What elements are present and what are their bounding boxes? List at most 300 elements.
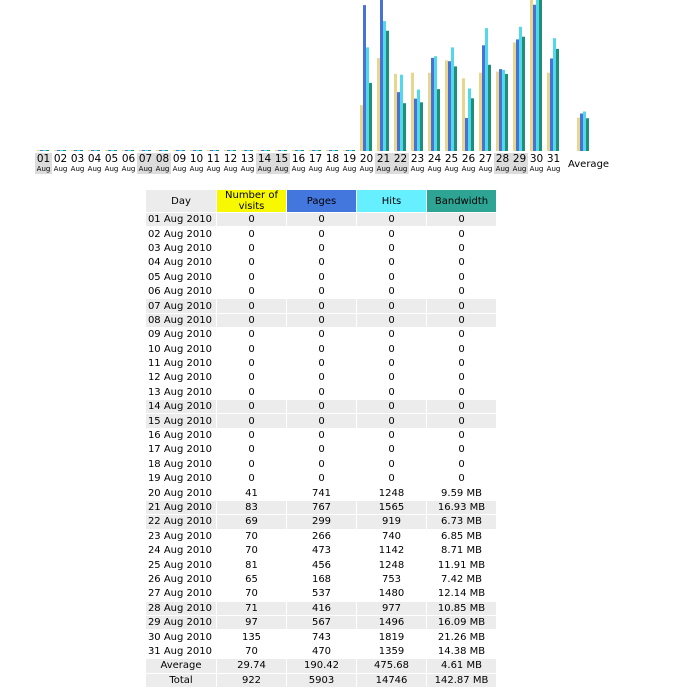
day-number: 17 — [308, 153, 323, 165]
day-26-pages-bar — [465, 118, 468, 151]
cell-bandwidth: 0 — [427, 414, 496, 427]
day-17-bandwidth-bar — [318, 150, 321, 151]
day-number: 25 — [444, 153, 459, 165]
day-30-pages-bar — [533, 5, 536, 151]
average-row — [146, 659, 496, 672]
day-29-hits-bar — [519, 27, 522, 151]
day-05-hits-bar — [111, 150, 114, 151]
cell-visits: 0 — [217, 414, 286, 427]
day-09-hits-bar — [179, 150, 182, 151]
cell-day: 30 Aug 2010 — [147, 631, 212, 643]
cell-visits: 0 — [248, 430, 255, 442]
day-08-pages-bar — [159, 150, 162, 151]
day-13-pages-bar — [244, 150, 247, 151]
table-row — [146, 602, 496, 615]
day-17-pages-bar — [312, 150, 315, 151]
cell-day: 25 Aug 2010 — [147, 559, 212, 571]
day-30-hits-bar — [536, 0, 539, 151]
day-label-02 — [52, 153, 69, 174]
cell-visits: 0 — [248, 257, 255, 269]
day-label-05 — [103, 153, 120, 174]
chart-bars — [0, 0, 697, 152]
table-row — [146, 299, 496, 312]
cell-hits: 0 — [357, 400, 426, 413]
day-month: Aug — [427, 165, 442, 173]
day-label-08 — [154, 153, 171, 174]
day-label-04 — [86, 153, 103, 174]
cell-bandwidth: 10.85 MB — [427, 602, 496, 615]
day-number: 23 — [410, 153, 425, 165]
day-05-bandwidth-bar — [114, 150, 117, 151]
day-label-01 — [35, 153, 52, 174]
day-05-visits-bar — [105, 150, 108, 151]
day-18-bandwidth-bar — [335, 150, 338, 151]
day-number: 16 — [291, 153, 306, 165]
cell-day: 31 Aug 2010 — [147, 645, 212, 657]
day-27-pages-bar — [482, 45, 485, 151]
day-month: Aug — [274, 165, 289, 173]
day-06-visits-bar — [122, 150, 125, 151]
cell-pages: 0 — [287, 299, 356, 312]
day-06-pages-bar — [125, 150, 128, 151]
cell-hits: 977 — [357, 602, 426, 615]
cell-day: 10 Aug 2010 — [147, 343, 212, 355]
cell-hits: 0 — [388, 386, 395, 398]
day-month: Aug — [342, 165, 357, 173]
day-03-pages-bar — [74, 150, 77, 151]
table-row — [146, 630, 496, 643]
day-28-pages-bar — [499, 69, 502, 151]
cell-pages: 0 — [318, 286, 325, 298]
cell-day: 07 Aug 2010 — [146, 299, 216, 312]
chart-average-label: Average — [568, 159, 610, 170]
day-month: Aug — [53, 165, 68, 173]
cell-pages: 0 — [318, 372, 325, 384]
cell-pages: 0 — [287, 400, 356, 413]
cell-pages: 0 — [318, 358, 325, 370]
day-number: 04 — [87, 153, 102, 165]
cell-visits: 0 — [248, 372, 255, 384]
cell-day: 06 Aug 2010 — [147, 286, 212, 298]
day-07-hits-bar — [145, 150, 148, 151]
day-label-14 — [256, 153, 273, 174]
cell-visits: 83 — [217, 501, 286, 514]
cell-hits: 0 — [388, 286, 395, 298]
cell-pages: 0 — [318, 343, 325, 355]
cell-hits: 1819 — [378, 631, 405, 643]
day-number: 24 — [427, 153, 442, 165]
cell-visits: 0 — [248, 228, 255, 240]
day-month: Aug — [410, 165, 425, 173]
day-21-bandwidth-bar — [386, 31, 389, 151]
cell-visits: 81 — [245, 559, 258, 571]
cell-day: 02 Aug 2010 — [147, 228, 212, 240]
day-label-27 — [477, 153, 494, 174]
cell-hits: 0 — [388, 228, 395, 240]
cell-bandwidth: 0 — [458, 257, 465, 269]
day-01-visits-bar — [37, 150, 40, 151]
day-31-bandwidth-bar — [556, 49, 559, 151]
cell-bandwidth: 0 — [427, 314, 496, 327]
day-22-hits-bar — [400, 75, 403, 151]
cell-bandwidth: 0 — [458, 329, 465, 341]
day-month: Aug — [444, 165, 459, 173]
day-month: Aug — [138, 165, 153, 173]
day-03-bandwidth-bar — [80, 150, 83, 151]
table-row — [146, 616, 496, 629]
day-month: Aug — [189, 165, 204, 173]
cell-pages: 168 — [311, 573, 332, 585]
cell-visits: 0 — [217, 213, 286, 226]
cell-bandwidth: 0 — [458, 473, 465, 485]
cell-pages: 767 — [287, 501, 356, 514]
day-23-bandwidth-bar — [420, 102, 423, 151]
cell-day: 27 Aug 2010 — [147, 588, 212, 600]
day-02-pages-bar — [57, 150, 60, 151]
cell-bandwidth: 0 — [458, 358, 465, 370]
total-bandwidth: 142.87 MB — [427, 674, 496, 687]
cell-day: 14 Aug 2010 — [146, 400, 216, 413]
day-label-21 — [375, 153, 392, 174]
day-18-pages-bar — [329, 150, 332, 151]
cell-hits: 919 — [357, 515, 426, 528]
table-row — [146, 443, 496, 456]
day-26-bandwidth-bar — [471, 98, 474, 151]
day-number: 09 — [172, 153, 187, 165]
table-row — [146, 458, 496, 471]
average-visits-bar — [577, 118, 580, 151]
table-row — [146, 472, 496, 485]
cell-day: 22 Aug 2010 — [146, 515, 216, 528]
cell-pages: 299 — [287, 515, 356, 528]
cell-bandwidth: 0 — [458, 242, 465, 254]
cell-pages: 0 — [318, 473, 325, 485]
day-21-visits-bar — [377, 58, 380, 151]
cell-hits: 1496 — [357, 616, 426, 629]
cell-visits: 0 — [217, 400, 286, 413]
day-27-hits-bar — [485, 28, 488, 151]
day-25-bandwidth-bar — [454, 66, 457, 151]
day-24-pages-bar — [431, 58, 434, 151]
header-visits: Number of visits — [217, 190, 286, 212]
cell-bandwidth: 21.26 MB — [437, 631, 486, 643]
day-21-pages-bar — [380, 0, 383, 151]
cell-hits: 0 — [357, 414, 426, 427]
day-number: 21 — [376, 153, 391, 165]
cell-visits: 70 — [245, 645, 258, 657]
cell-visits: 0 — [248, 444, 255, 456]
day-18-hits-bar — [332, 150, 335, 151]
average-label: Average — [146, 659, 216, 672]
day-label-19 — [341, 153, 358, 174]
table-row — [146, 386, 496, 399]
cell-day: 23 Aug 2010 — [147, 530, 212, 542]
day-31-hits-bar — [553, 38, 556, 151]
day-label-25 — [443, 153, 460, 174]
cell-bandwidth: 6.73 MB — [427, 515, 496, 528]
table-row — [146, 371, 496, 384]
day-22-visits-bar — [394, 74, 397, 151]
day-month: Aug — [172, 165, 187, 173]
table-row — [146, 558, 496, 571]
cell-day: 12 Aug 2010 — [147, 372, 212, 384]
day-07-visits-bar — [139, 150, 142, 151]
day-month: Aug — [257, 165, 272, 173]
cell-hits: 0 — [388, 372, 395, 384]
cell-visits: 0 — [248, 458, 255, 470]
cell-visits: 71 — [217, 602, 286, 615]
day-number: 06 — [121, 153, 136, 165]
day-label-07 — [137, 153, 154, 174]
day-07-pages-bar — [142, 150, 145, 151]
day-22-pages-bar — [397, 92, 400, 151]
cell-bandwidth: 0 — [427, 400, 496, 413]
day-28-visits-bar — [496, 72, 499, 151]
cell-hits: 0 — [388, 271, 395, 283]
day-number: 30 — [529, 153, 544, 165]
day-19-visits-bar — [343, 150, 346, 151]
table-row — [146, 530, 496, 543]
cell-bandwidth: 0 — [458, 271, 465, 283]
average-hits: 475.68 — [357, 659, 426, 672]
cell-day: 08 Aug 2010 — [146, 314, 216, 327]
cell-pages: 0 — [318, 228, 325, 240]
day-label-28 — [494, 153, 511, 174]
day-30-visits-bar — [530, 0, 533, 151]
day-27-visits-bar — [479, 73, 482, 151]
day-label-15 — [273, 153, 290, 174]
cell-visits: 70 — [245, 545, 258, 557]
day-month: Aug — [393, 165, 408, 173]
cell-bandwidth: 0 — [458, 228, 465, 240]
cell-hits: 0 — [388, 242, 395, 254]
table-row — [146, 645, 496, 658]
cell-hits: 0 — [388, 343, 395, 355]
total-pages: 5903 — [287, 674, 356, 687]
day-10-bandwidth-bar — [199, 150, 202, 151]
day-label-12 — [222, 153, 239, 174]
day-month: Aug — [359, 165, 374, 173]
table-row — [146, 328, 496, 341]
day-09-pages-bar — [176, 150, 179, 151]
day-27-bandwidth-bar — [488, 65, 491, 151]
cell-hits: 740 — [381, 530, 402, 542]
cell-bandwidth: 11.91 MB — [437, 559, 486, 571]
day-label-13 — [239, 153, 256, 174]
cell-day: 09 Aug 2010 — [147, 329, 212, 341]
cell-hits: 0 — [388, 358, 395, 370]
day-15-pages-bar — [278, 150, 281, 151]
day-month: Aug — [325, 165, 340, 173]
day-04-bandwidth-bar — [97, 150, 100, 151]
average-visits: 29.74 — [217, 659, 286, 672]
day-number: 01 — [36, 153, 51, 165]
day-10-visits-bar — [190, 150, 193, 151]
cell-bandwidth: 0 — [458, 286, 465, 298]
cell-bandwidth: 0 — [458, 458, 465, 470]
day-12-bandwidth-bar — [233, 150, 236, 151]
cell-visits: 135 — [241, 631, 262, 643]
cell-hits: 0 — [388, 329, 395, 341]
day-label-16 — [290, 153, 307, 174]
day-label-09 — [171, 153, 188, 174]
cell-visits: 97 — [217, 616, 286, 629]
cell-visits: 69 — [217, 515, 286, 528]
cell-bandwidth: 12.14 MB — [437, 588, 486, 600]
day-month: Aug — [70, 165, 85, 173]
table-row — [146, 486, 496, 499]
cell-visits: 65 — [245, 573, 258, 585]
day-label-17 — [307, 153, 324, 174]
day-13-hits-bar — [247, 150, 250, 151]
day-number: 26 — [461, 153, 476, 165]
day-07-bandwidth-bar — [148, 150, 151, 151]
day-16-visits-bar — [292, 150, 295, 151]
cell-hits: 0 — [388, 430, 395, 442]
day-04-hits-bar — [94, 150, 97, 151]
day-04-pages-bar — [91, 150, 94, 151]
cell-day: 26 Aug 2010 — [147, 573, 212, 585]
day-02-visits-bar — [54, 150, 57, 151]
day-label-10 — [188, 153, 205, 174]
day-19-bandwidth-bar — [352, 150, 355, 151]
day-month: Aug — [546, 165, 561, 173]
day-08-bandwidth-bar — [165, 150, 168, 151]
day-number: 07 — [138, 153, 153, 165]
cell-bandwidth: 0 — [427, 299, 496, 312]
cell-hits: 1565 — [357, 501, 426, 514]
total-label: Total — [146, 674, 216, 687]
day-number: 11 — [206, 153, 221, 165]
cell-day: 28 Aug 2010 — [146, 602, 216, 615]
cell-day: 20 Aug 2010 — [147, 487, 212, 499]
cell-visits: 0 — [248, 242, 255, 254]
cell-day: 13 Aug 2010 — [147, 386, 212, 398]
day-month: Aug — [529, 165, 544, 173]
total-row — [146, 674, 496, 687]
table-row — [146, 501, 496, 514]
average-bandwidth: 4.61 MB — [427, 659, 496, 672]
cell-pages: 0 — [318, 329, 325, 341]
day-label-24 — [426, 153, 443, 174]
cell-day: 21 Aug 2010 — [146, 501, 216, 514]
cell-hits: 0 — [388, 257, 395, 269]
cell-visits: 70 — [245, 588, 258, 600]
cell-bandwidth: 9.59 MB — [441, 487, 482, 499]
table-row — [146, 544, 496, 557]
day-30-bandwidth-bar — [539, 0, 542, 151]
day-18-visits-bar — [326, 150, 329, 151]
day-20-bandwidth-bar — [369, 83, 372, 151]
day-03-visits-bar — [71, 150, 74, 151]
day-month: Aug — [155, 165, 170, 173]
day-26-visits-bar — [462, 78, 465, 151]
day-24-visits-bar — [428, 73, 431, 151]
header-bandwidth: Bandwidth — [427, 190, 496, 212]
cell-bandwidth: 7.42 MB — [441, 573, 482, 585]
cell-visits: 0 — [248, 271, 255, 283]
cell-bandwidth: 16.09 MB — [427, 616, 496, 629]
day-25-hits-bar — [451, 47, 454, 151]
cell-visits: 0 — [248, 358, 255, 370]
cell-day: 19 Aug 2010 — [147, 473, 212, 485]
header-hits: Hits — [357, 190, 426, 212]
cell-hits: 753 — [381, 573, 402, 585]
cell-bandwidth: 6.85 MB — [441, 530, 482, 542]
table-row — [146, 515, 496, 528]
day-02-hits-bar — [60, 150, 63, 151]
day-number: 20 — [359, 153, 374, 165]
day-23-visits-bar — [411, 73, 414, 151]
table-row — [146, 587, 496, 600]
day-19-pages-bar — [346, 150, 349, 151]
average-pages: 190.42 — [287, 659, 356, 672]
day-11-hits-bar — [213, 150, 216, 151]
day-16-pages-bar — [295, 150, 298, 151]
day-label-31 — [545, 153, 562, 174]
day-06-bandwidth-bar — [131, 150, 134, 151]
day-25-pages-bar — [448, 61, 451, 151]
cell-pages: 741 — [311, 487, 332, 499]
day-number: 10 — [189, 153, 204, 165]
table-row — [146, 400, 496, 413]
average-bandwidth-bar — [586, 118, 589, 151]
day-month: Aug — [461, 165, 476, 173]
day-month: Aug — [376, 165, 391, 173]
table-row — [146, 285, 496, 298]
cell-pages: 470 — [311, 645, 332, 657]
day-label-20 — [358, 153, 375, 174]
day-number: 19 — [342, 153, 357, 165]
cell-pages: 0 — [318, 444, 325, 456]
day-08-hits-bar — [162, 150, 165, 151]
day-month: Aug — [223, 165, 238, 173]
day-23-hits-bar — [417, 90, 420, 151]
cell-hits: 1359 — [378, 645, 405, 657]
day-label-29 — [511, 153, 528, 174]
day-20-visits-bar — [360, 105, 363, 151]
day-31-pages-bar — [550, 58, 553, 151]
day-22-bandwidth-bar — [403, 103, 406, 151]
day-04-visits-bar — [88, 150, 91, 151]
day-number: 31 — [546, 153, 561, 165]
cell-hits: 1248 — [378, 559, 405, 571]
cell-day: 16 Aug 2010 — [147, 430, 212, 442]
day-29-bandwidth-bar — [522, 37, 525, 151]
cell-day: 01 Aug 2010 — [146, 213, 216, 226]
day-number: 22 — [393, 153, 408, 165]
cell-day: 24 Aug 2010 — [147, 545, 212, 557]
cell-visits: 0 — [248, 386, 255, 398]
cell-pages: 0 — [318, 430, 325, 442]
cell-bandwidth: 0 — [458, 430, 465, 442]
day-24-bandwidth-bar — [437, 89, 440, 151]
cell-hits: 0 — [357, 213, 426, 226]
day-label-26 — [460, 153, 477, 174]
cell-bandwidth: 16.93 MB — [427, 501, 496, 514]
table-row — [146, 242, 496, 255]
day-12-pages-bar — [227, 150, 230, 151]
cell-visits: 41 — [245, 487, 258, 499]
table-body — [146, 213, 496, 658]
cell-visits: 0 — [217, 299, 286, 312]
cell-visits: 0 — [248, 329, 255, 341]
header-day: Day — [146, 190, 216, 212]
day-29-pages-bar — [516, 39, 519, 151]
day-31-visits-bar — [547, 73, 550, 151]
cell-pages: 266 — [311, 530, 332, 542]
day-number: 28 — [495, 153, 510, 165]
